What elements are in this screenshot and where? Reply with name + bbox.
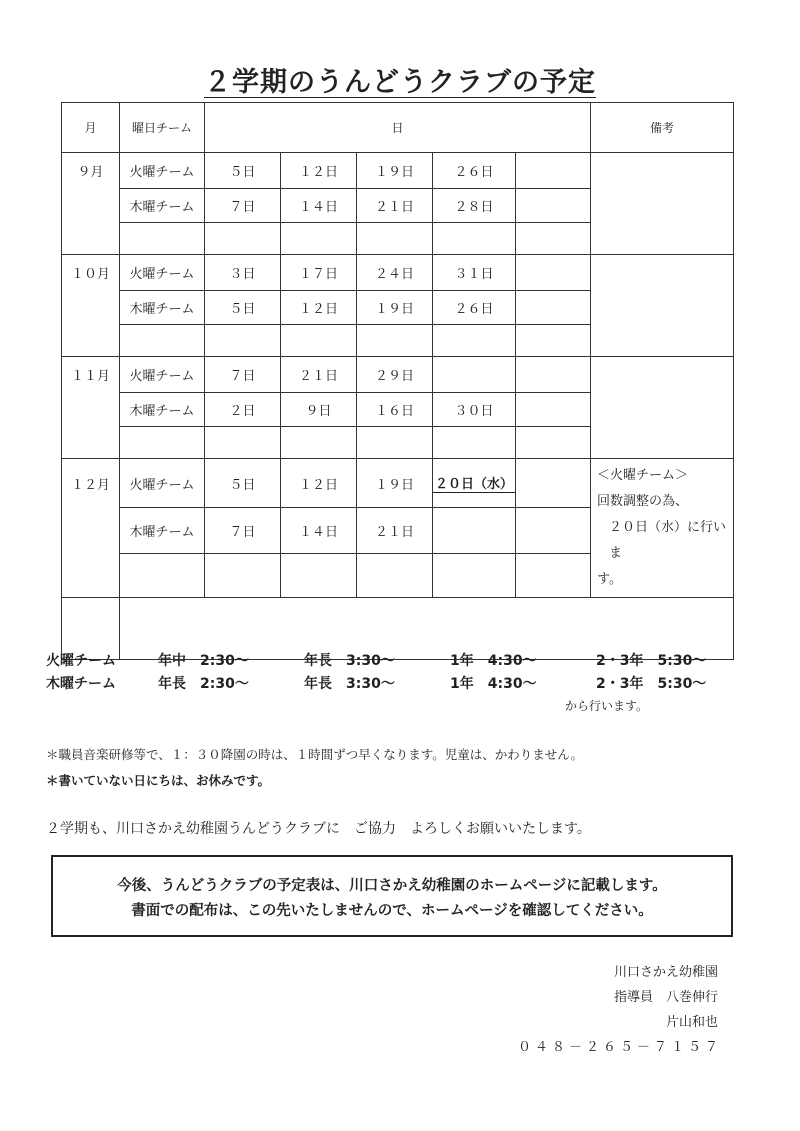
day-cell: ５日 bbox=[205, 291, 281, 325]
time-slot: 年長 3:30～ bbox=[304, 676, 395, 692]
day-cell: ２６日 bbox=[433, 153, 516, 189]
day-cell bbox=[281, 325, 357, 357]
day-cell: ３日 bbox=[205, 255, 281, 291]
day-cell bbox=[516, 459, 591, 508]
day-cell bbox=[516, 153, 591, 189]
day-cell bbox=[516, 291, 591, 325]
day-cell bbox=[357, 223, 433, 255]
month-cell-empty bbox=[62, 554, 120, 598]
time-slot: 年長 2:30～ bbox=[158, 676, 249, 692]
team-cell: 火曜チーム bbox=[120, 153, 205, 189]
month-cell-empty bbox=[62, 223, 120, 255]
day-cell: ２４日 bbox=[357, 255, 433, 291]
day-cell: ２９日 bbox=[357, 357, 433, 393]
notice-line: 今後、うんどうクラブの予定表は、川口さかえ幼稚園のホームページに記載します。 bbox=[117, 878, 667, 894]
month-cell: １１月 bbox=[62, 357, 120, 393]
day-cell: ３０日 bbox=[433, 393, 516, 427]
instructor-line: 指導員 八巻伸行 bbox=[613, 990, 718, 1005]
team-cell bbox=[120, 325, 205, 357]
remark-line: す。 bbox=[597, 572, 622, 587]
note-holidays: ＊書いていない日にちは、お休みです。 bbox=[46, 773, 271, 788]
school-name: 川口さかえ幼稚園 bbox=[613, 965, 718, 980]
day-cell: １２日 bbox=[281, 153, 357, 189]
times-row-tuesday bbox=[46, 650, 766, 673]
day-cell bbox=[516, 223, 591, 255]
day-cell: ５日 bbox=[205, 153, 281, 189]
month-cell-empty bbox=[62, 291, 120, 325]
note-teacher-training: ＊職員音楽研修等で、１：３０降園の時は、１時間ずつ早くなります。児童は、かわりません。 bbox=[46, 747, 584, 762]
month-cell: ９月 bbox=[62, 153, 120, 189]
day-cell bbox=[516, 554, 591, 598]
schedule-row bbox=[62, 153, 734, 189]
schedule-row bbox=[62, 255, 734, 291]
time-slot: 1年 4:30～ bbox=[450, 653, 537, 669]
day-cell: １２日 bbox=[281, 459, 357, 508]
team-cell: 火曜チーム bbox=[120, 255, 205, 291]
from-note: から行います。 bbox=[565, 699, 649, 713]
day-cell: １９日 bbox=[357, 153, 433, 189]
thanks-message: ２学期も、川口さかえ幼稚園うんどうクラブに ご協力 よろしくお願いいたします。 bbox=[46, 821, 591, 837]
time-slot: 2・3年 5:30～ bbox=[596, 676, 707, 692]
header-row bbox=[62, 103, 734, 153]
notice-line: 書面での配布は、この先いたしませんので、ホームページを確認してください。 bbox=[131, 903, 653, 919]
day-cell bbox=[205, 325, 281, 357]
month-cell-empty bbox=[62, 393, 120, 427]
day-cell: ２１日 bbox=[357, 189, 433, 223]
day-cell bbox=[516, 427, 591, 459]
times-team: 火曜チーム bbox=[46, 653, 116, 669]
day-cell: ２８日 bbox=[433, 189, 516, 223]
notice-box bbox=[51, 855, 733, 937]
day-cell: １７日 bbox=[281, 255, 357, 291]
day-cell bbox=[357, 325, 433, 357]
day-cell: ９日 bbox=[281, 393, 357, 427]
day-cell bbox=[516, 189, 591, 223]
header-team: 曜日チーム bbox=[120, 103, 205, 153]
day-cell: ２６日 bbox=[433, 291, 516, 325]
day-cell bbox=[433, 554, 516, 598]
team-cell bbox=[120, 427, 205, 459]
day-cell bbox=[281, 427, 357, 459]
month-cell: １０月 bbox=[62, 255, 120, 291]
day-cell bbox=[516, 393, 591, 427]
day-cell bbox=[205, 554, 281, 598]
time-slot: 1年 4:30～ bbox=[450, 676, 537, 692]
times-row-thursday bbox=[46, 673, 766, 696]
team-cell: 木曜チーム bbox=[120, 189, 205, 223]
day-cell bbox=[516, 255, 591, 291]
page-title bbox=[0, 60, 800, 99]
remark-cell bbox=[591, 459, 734, 598]
remark-line: ＜火曜チーム＞ bbox=[597, 468, 689, 483]
time-slot: 2・3年 5:30～ bbox=[596, 653, 707, 669]
day-cell: ５日 bbox=[205, 459, 281, 508]
remark-cell bbox=[591, 153, 734, 255]
team-cell: 木曜チーム bbox=[120, 508, 205, 554]
team-cell: 火曜チーム bbox=[120, 357, 205, 393]
times-team: 木曜チーム bbox=[46, 676, 116, 692]
day-cell bbox=[281, 554, 357, 598]
schedule-times bbox=[46, 650, 766, 696]
day-cell: ７日 bbox=[205, 189, 281, 223]
time-slot: 年中 2:30～ bbox=[158, 653, 249, 669]
day-cell: ７日 bbox=[205, 357, 281, 393]
header-month: 月 bbox=[62, 103, 120, 153]
month-cell: １２月 bbox=[62, 459, 120, 508]
day-cell: ７日 bbox=[205, 508, 281, 554]
remark-line: ２０日（水）に行いま bbox=[609, 520, 727, 561]
phone-number: ０４８－２６５－７１５７ bbox=[517, 1040, 722, 1055]
time-slot: 年長 3:30～ bbox=[304, 653, 395, 669]
day-cell bbox=[433, 508, 516, 554]
month-cell-empty bbox=[62, 189, 120, 223]
remark-line: 回数調整の為、 bbox=[597, 494, 689, 509]
signature-block bbox=[517, 960, 722, 1060]
month-cell-empty bbox=[62, 427, 120, 459]
month-cell-empty bbox=[62, 325, 120, 357]
day-cell bbox=[433, 357, 516, 393]
day-cell bbox=[433, 223, 516, 255]
schedule-row bbox=[62, 357, 734, 393]
day-cell bbox=[357, 554, 433, 598]
header-remarks: 備考 bbox=[591, 103, 734, 153]
header-day: 日 bbox=[205, 103, 591, 153]
day-cell bbox=[205, 427, 281, 459]
day-cell: ２１日 bbox=[281, 357, 357, 393]
day-cell bbox=[433, 325, 516, 357]
month-cell-empty bbox=[62, 508, 120, 554]
team-cell: 木曜チーム bbox=[120, 291, 205, 325]
schedule-table bbox=[61, 102, 734, 660]
day-cell bbox=[433, 427, 516, 459]
instructor-line: 片山和也 bbox=[665, 1015, 718, 1030]
day-cell: １４日 bbox=[281, 508, 357, 554]
team-cell bbox=[120, 223, 205, 255]
day-cell: １６日 bbox=[357, 393, 433, 427]
day-cell bbox=[516, 508, 591, 554]
day-cell bbox=[433, 459, 516, 508]
day-cell bbox=[281, 223, 357, 255]
day-cell: ２１日 bbox=[357, 508, 433, 554]
day-cell: １２日 bbox=[281, 291, 357, 325]
team-cell bbox=[120, 554, 205, 598]
schedule-row bbox=[62, 459, 734, 508]
day-cell bbox=[516, 325, 591, 357]
team-cell: 木曜チーム bbox=[120, 393, 205, 427]
team-cell: 火曜チーム bbox=[120, 459, 205, 508]
special-day-label: ２０日（水） bbox=[433, 473, 515, 493]
day-cell: １９日 bbox=[357, 459, 433, 508]
page-title-text: ２学期のうんどうクラブの予定 bbox=[204, 67, 596, 98]
day-cell bbox=[357, 427, 433, 459]
day-cell: ２日 bbox=[205, 393, 281, 427]
day-cell: １４日 bbox=[281, 189, 357, 223]
day-cell: １９日 bbox=[357, 291, 433, 325]
day-cell: ３１日 bbox=[433, 255, 516, 291]
day-cell bbox=[516, 357, 591, 393]
day-cell bbox=[205, 223, 281, 255]
remark-cell bbox=[591, 255, 734, 357]
remark-cell bbox=[591, 357, 734, 459]
